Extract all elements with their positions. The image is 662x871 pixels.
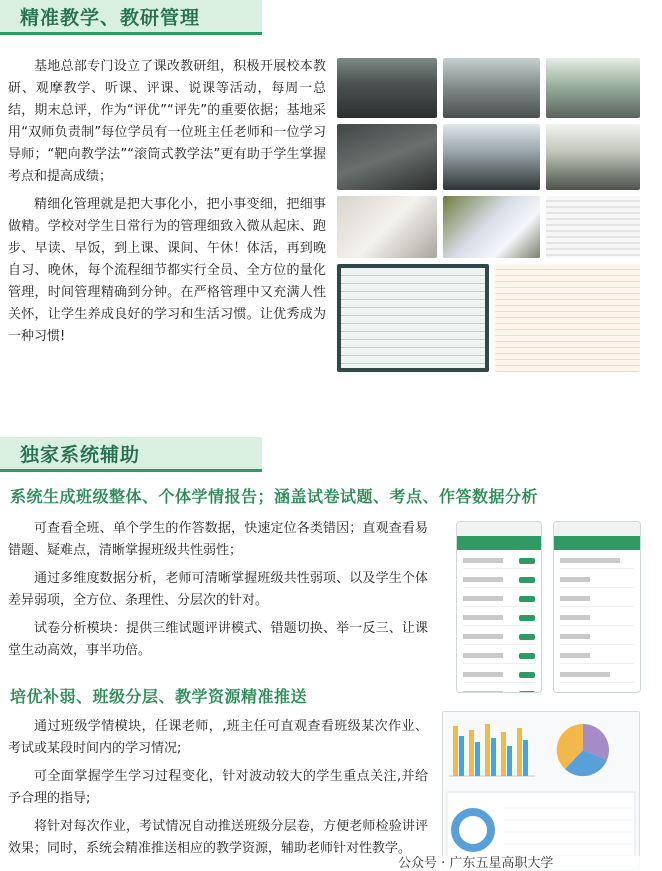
classroom-photo	[337, 58, 437, 118]
paragraph: 可查看全班、单个学生的作答数据，快速定位各类错因；直观查看易错题、疑难点，清晰掌握班级共性弱性；	[8, 521, 428, 558]
app-screenshot-class-report	[456, 521, 542, 693]
paragraph: 可全面掌握学生学习过程变化，针对波动较大的学生重点关注,并给予合理的指导;	[8, 769, 428, 806]
paragraph: 精细化管理就是把大事化小，把小事变细，把细事做精。学校对学生日常行为的管理细致入微从起床、跑步、早读、早饭，到上课、课间、午休！体活，再到晚自习、晚休，每个流程细节都实行全员、全方位的量化管理，时间管理精确到分钟。在严格管理中又充满人性关怀，让学生养成良好的学习和生活习惯。让优秀成为一种习惯!	[8, 197, 326, 344]
classroom-photo	[337, 124, 437, 190]
classroom-photo	[443, 124, 540, 190]
section-banner-teaching	[0, 0, 262, 35]
paragraph: 通过班级学情模块，任课老师，,班主任可直观查看班级某次作业、考试或某段时间内的学习情况;	[8, 719, 428, 756]
bar-chart-graphic	[449, 724, 535, 776]
exam-sheet-image	[495, 264, 640, 372]
classroom-photo	[546, 124, 640, 190]
classroom-photo	[443, 58, 540, 118]
classroom-photo	[546, 58, 640, 118]
section-banner-system	[0, 437, 262, 472]
section-title-system: 独家系统辅助	[20, 443, 141, 466]
paragraph: 通过多维度数据分析，老师可清晰掌握班级共性弱项、以及学生个体差异弱项，全方位、条理性、分层次的针对。	[8, 571, 428, 608]
dashboard-graphic	[443, 712, 639, 870]
notebook-photo	[337, 196, 437, 258]
analytics-dashboard-image	[442, 711, 640, 871]
subtitle-report: 系统生成班级整体、个体学情报告；涵盖试卷试题、考点、作答数据分析	[10, 487, 539, 506]
app-screenshot-question-detail	[553, 521, 641, 693]
schedule-table-image	[337, 264, 489, 372]
report-text	[8, 518, 428, 668]
subtitle-resources: 培优补弱、班级分层、教学资源精准推送	[10, 687, 308, 706]
section-title-teaching: 精准教学、教研管理	[20, 6, 201, 29]
resources-text	[8, 716, 428, 866]
paragraph: 试卷分析模块：提供三维试题评讲模式、错题切换、举一反三、让课堂生动高效，事半功倍。	[8, 621, 428, 658]
pie-chart-graphic	[557, 724, 609, 776]
document-photo	[546, 196, 640, 258]
paragraph: 将针对每次作业，考试情况自动推送班级分层卷，方便老师检验讲评效果；同时，系统会精准推送相应的教学资源，辅助老师针对性教学。	[8, 819, 428, 856]
paragraph: 基地总部专门设立了课改教研组，积极开展校本教研、观摩教学、听课、评课、说课等活动，每周一总结，期末总评，作为“评优”“评先”的重要依据；基地采用“双师负责制”每位学员有一位班主任老师和一位学习导师；“靶向教学法”“滚筒式教学法”更有助于学生掌握考点和提高成绩；	[8, 59, 326, 184]
paper-photo	[443, 196, 540, 258]
teaching-text	[8, 56, 326, 354]
watermark: 公众号 · 广东五星高职大学	[398, 856, 662, 871]
